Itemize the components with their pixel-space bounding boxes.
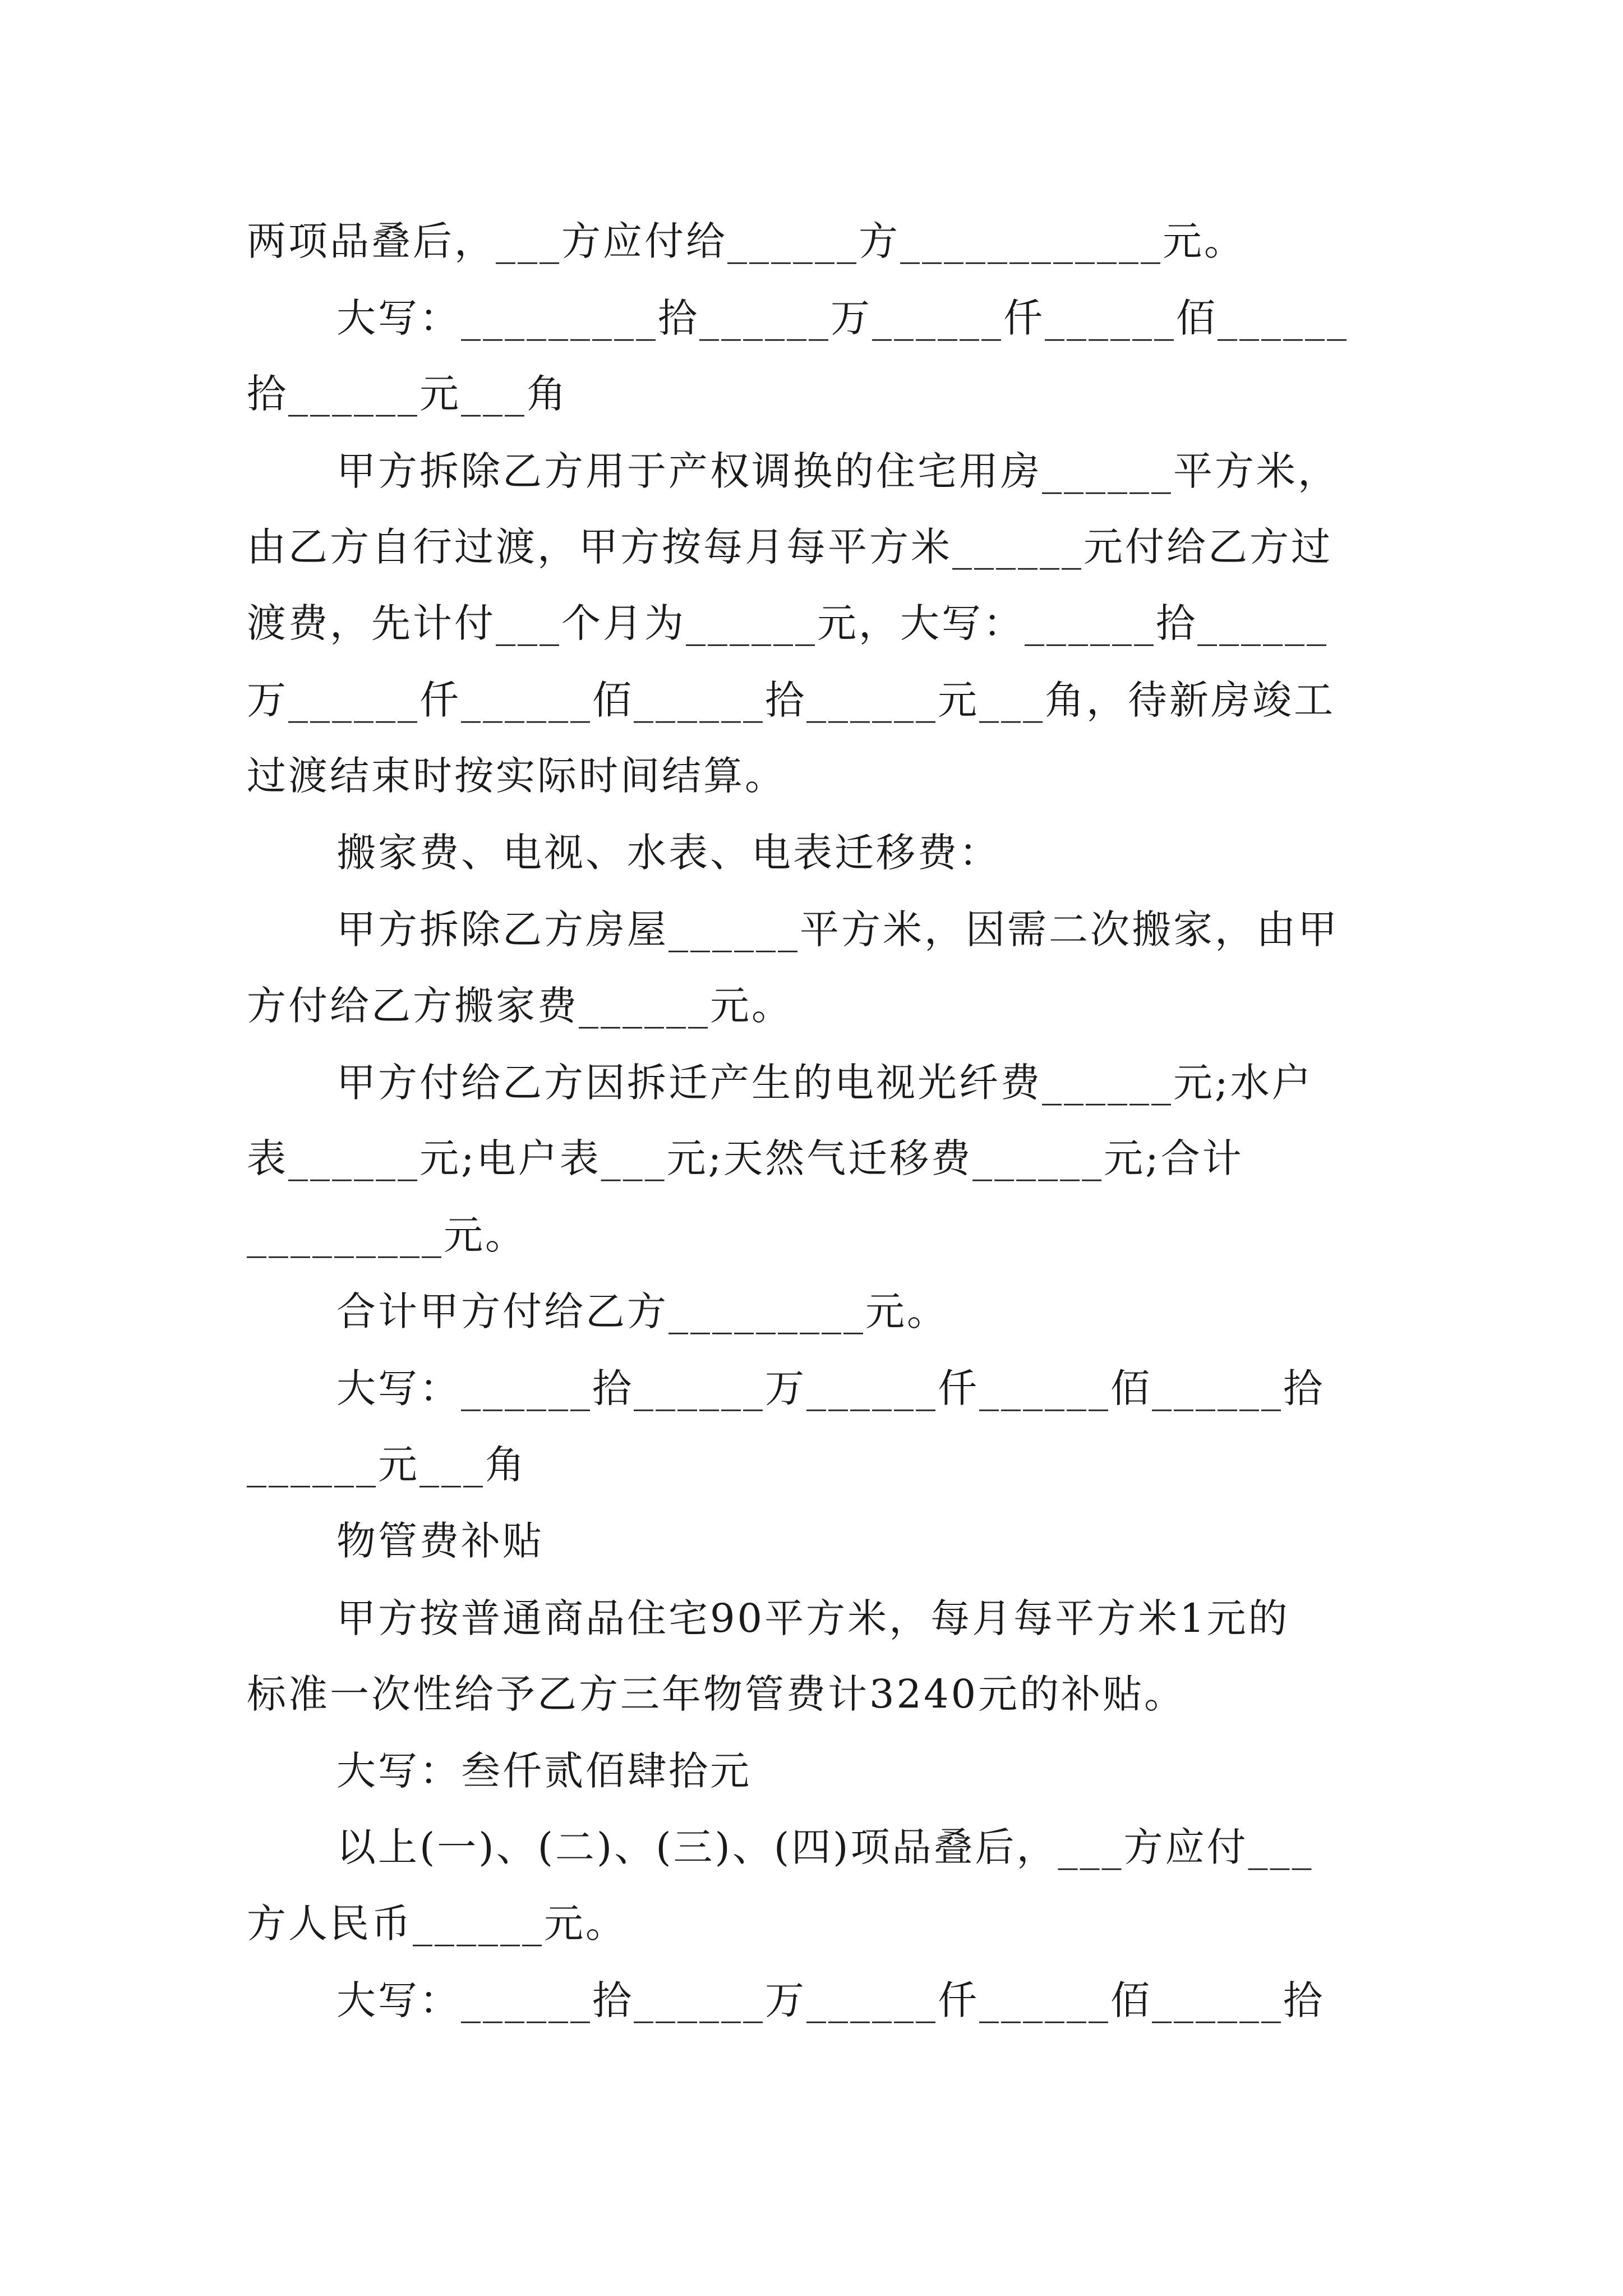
text-line: 过渡结束时按实际时间结算。	[247, 753, 786, 799]
text-line: 甲方拆除乙方用于产权调换的住宅用房______平方米，	[336, 448, 1339, 494]
text-line: 大写：______拾______万______仟______佰______拾	[336, 1977, 1325, 2023]
text-line: 大写：叁仟贰佰肆拾元	[336, 1748, 751, 1794]
text-line: _________元。	[247, 1212, 527, 1258]
text-line: 甲方付给乙方因拆迁产生的电视光纤费______元;水户	[336, 1060, 1313, 1106]
text-line: 大写：_________拾______万______仟______佰______	[336, 295, 1349, 341]
text-line: 渡费，先计付___个月为______元，大写：______拾______	[247, 600, 1329, 646]
text-line: 甲方按普通商品住宅90平方米，每月每平方米1元的	[336, 1595, 1290, 1641]
text-line: 由乙方自行过渡，甲方按每月每平方米______元付给乙方过	[247, 524, 1332, 570]
text-line: 以上(一)、(二)、(三)、(四)项品叠后，___方应付___	[336, 1824, 1314, 1870]
text-line: 方人民币______元。	[247, 1901, 627, 1947]
text-line: 甲方拆除乙方房屋______平方米，因需二次搬家，由甲	[336, 907, 1339, 953]
text-line: 合计甲方付给乙方_________元。	[336, 1289, 948, 1335]
text-line: ______元___角	[247, 1442, 527, 1488]
text-line: 两项品叠后，___方应付给______方____________元。	[247, 218, 1246, 264]
section-heading: 搬家费、电视、水表、电表迁移费：	[336, 830, 1000, 876]
text-line: 万______仟______佰______拾______元___角，待新房竣工	[247, 677, 1335, 723]
text-line: 拾______元___角	[247, 371, 568, 417]
text-line: 方付给乙方搬家费______元。	[247, 983, 793, 1029]
text-line: 表______元;电户表___元;天然气迁移费______元;合计	[247, 1135, 1244, 1181]
text-line: 大写：______拾______万______仟______佰______拾	[336, 1365, 1325, 1411]
section-heading: 物管费补贴	[336, 1518, 544, 1564]
text-line: 标准一次性给予乙方三年物管费计3240元的补贴。	[247, 1671, 1186, 1717]
